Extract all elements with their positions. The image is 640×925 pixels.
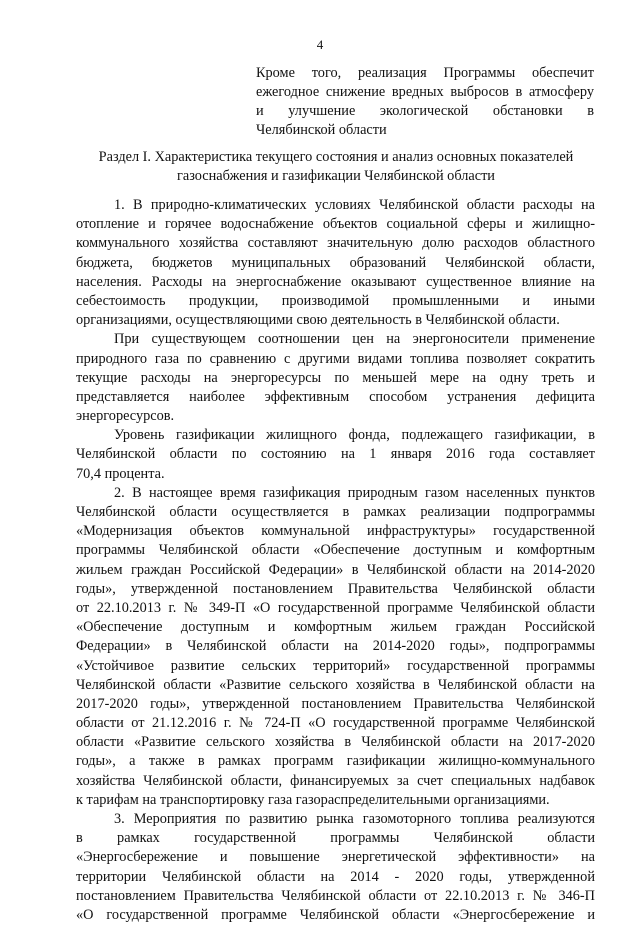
text-line: 2017-2020 годы», утвержденной постановлением Правительства Челябинской	[76, 695, 595, 712]
text-line: годы», а также в рамках программ газификации жилищно-коммунального	[76, 753, 595, 770]
text-line: к тарифам на транспортировку газа газораспределительными организациями.	[76, 791, 550, 808]
body-text	[76, 196, 595, 925]
text-line: в рамках государственной программы Челябинской области	[76, 830, 595, 847]
text-line: себестоимость продукции, производимой промышленными и иными	[76, 292, 595, 309]
text-line: территории Челябинской области на 2014 - 2020 годы, утвержденной	[76, 868, 595, 885]
text-line: «Модернизация объектов коммунальной инфраструктуры» государственной	[76, 523, 595, 540]
page-number: 4	[316, 37, 324, 52]
text-line: жильем граждан Российской Федерации» в Челябинской области на 2014-2020	[76, 561, 595, 578]
text-line: «Обеспечение доступным и комфортным жильем граждан Российской	[76, 619, 595, 636]
text-line: При существующем соотношении цен на энергоносители применение	[114, 331, 595, 348]
heading-line: Раздел I. Характеристика текущего состояния и анализ основных показателей	[98, 149, 574, 165]
text-line: «Устойчивое развитие сельских территорий» государственной программы	[76, 657, 595, 674]
text-line: бюджета, бюджетов муниципальных образований Челябинской области,	[76, 254, 595, 271]
text-line: энергоресурсов.	[76, 408, 175, 425]
text-line: «Энергосбережение и повышение энергетической эффективности» на	[76, 849, 595, 866]
text-line: отопление и горячее водоснабжение объектов социальной сферы и жилищно-	[76, 216, 595, 233]
text-line: природного газа по сравнению с другими видами топлива позволяет сократить	[76, 350, 595, 367]
text-line: Челябинской области «Развитие сельского хозяйства в Челябинской области на	[76, 676, 595, 693]
text-line: области от 21.12.2016 г. № 724-П «О государственной программе Челябинской	[76, 715, 595, 732]
text-line: и улучшение экологической обстановки в	[256, 103, 594, 119]
text-line: 1. В природно-климатических условиях Челябинской области расходы на	[114, 197, 595, 213]
text-line: 3. Мероприятия по развитию рынка газомоторного топлива реализуются	[114, 811, 595, 827]
heading-line: газоснабжения и газификации Челябинской области	[177, 168, 495, 184]
text-line: Челябинской области осуществляется в рамках реализации подпрограммы	[76, 504, 595, 520]
text-line: 70,4 процента.	[76, 465, 165, 482]
text-line: текущие расходы на энергоресурсы по меньшей мере на одну треть и	[76, 369, 595, 386]
text-line: коммунального хозяйства составляют значительную долю расходов областного	[76, 235, 595, 252]
text-line: «О государственной программе Челябинской области «Энергосбережение и	[76, 906, 595, 923]
text-line: 2. В настоящее время газификация природным газом населенных пунктов	[114, 484, 595, 501]
text-line: области «Развитие сельского хозяйства в Челябинской области на 2017-2020	[76, 734, 595, 751]
text-line: населения. Расходы на энергоснабжение оказывают существенное влияние на	[76, 273, 595, 290]
text-line: Федерации» в Челябинской области на 2014-2020 годы», подпрограммы	[76, 638, 595, 655]
text-line: программы Челябинской области «Обеспечение доступным и комфортным	[76, 542, 595, 559]
intro-paragraph	[256, 64, 594, 140]
text-line: постановлением Правительства Челябинской области от 22.10.2013 г. № 346-П	[76, 887, 595, 904]
text-line: годы», утвержденной постановлением Правительства Челябинской области	[76, 580, 595, 597]
section-heading	[76, 148, 596, 186]
text-line: Уровень газификации жилищного фонда, подлежащего газификации, в	[114, 427, 595, 444]
text-line: Челябинской области	[256, 122, 387, 138]
text-line: представляется наиболее эффективным способом устранения дефицита	[76, 388, 595, 405]
text-line: хозяйства Челябинской области, финансируемых за счет специальных надбавок	[76, 772, 595, 789]
text-line: от 22.10.2013 г. № 349-П «О государственной программе Челябинской области	[76, 599, 595, 616]
text-line: ежегодное снижение вредных выбросов в атмосферу	[256, 84, 594, 100]
text-line: организациями, осуществляющими свою деятельность в Челябинской области.	[76, 312, 560, 329]
text-line: Челябинской области по состоянию на 1 января 2016 года составляет	[76, 446, 595, 463]
text-line: Кроме того, реализация Программы обеспечит	[256, 65, 594, 81]
